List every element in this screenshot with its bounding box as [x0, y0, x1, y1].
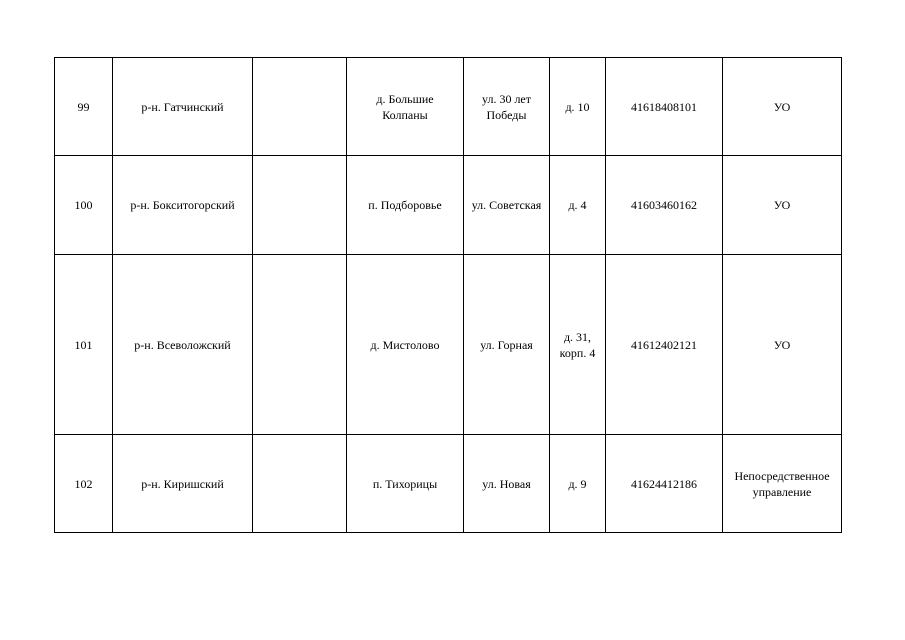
district-cell: р-н. Гатчинский	[113, 58, 253, 156]
management-cell: УО	[723, 255, 842, 435]
table-row	[55, 435, 842, 533]
table-row	[55, 156, 842, 255]
house-cell: д. 4	[550, 156, 606, 255]
housing-registry-table	[54, 57, 842, 533]
okato-code-cell: 41624412186	[606, 435, 723, 533]
management-cell: Непосредственное управление	[723, 435, 842, 533]
house-cell: д. 10	[550, 58, 606, 156]
street-cell: ул. 30 лет Победы	[464, 58, 550, 156]
municipality-cell	[253, 156, 347, 255]
street-cell: ул. Горная	[464, 255, 550, 435]
district-cell: р-н. Бокситогорский	[113, 156, 253, 255]
street-cell: ул. Новая	[464, 435, 550, 533]
row-number-cell: 101	[55, 255, 113, 435]
municipality-cell	[253, 58, 347, 156]
street-cell: ул. Советская	[464, 156, 550, 255]
table-row	[55, 58, 842, 156]
row-number-cell: 102	[55, 435, 113, 533]
okato-code-cell: 41612402121	[606, 255, 723, 435]
management-cell: УО	[723, 58, 842, 156]
municipality-cell	[253, 255, 347, 435]
municipality-cell	[253, 435, 347, 533]
row-number-cell: 99	[55, 58, 113, 156]
table-row	[55, 255, 842, 435]
locality-cell: п. Подборовье	[347, 156, 464, 255]
management-cell: УО	[723, 156, 842, 255]
okato-code-cell: 41603460162	[606, 156, 723, 255]
house-cell: д. 31, корп. 4	[550, 255, 606, 435]
district-cell: р-н. Киришский	[113, 435, 253, 533]
district-cell: р-н. Всеволожский	[113, 255, 253, 435]
house-cell: д. 9	[550, 435, 606, 533]
row-number-cell: 100	[55, 156, 113, 255]
okato-code-cell: 41618408101	[606, 58, 723, 156]
locality-cell: д. Мистолово	[347, 255, 464, 435]
locality-cell: п. Тихорицы	[347, 435, 464, 533]
locality-cell: д. Большие Колпаны	[347, 58, 464, 156]
